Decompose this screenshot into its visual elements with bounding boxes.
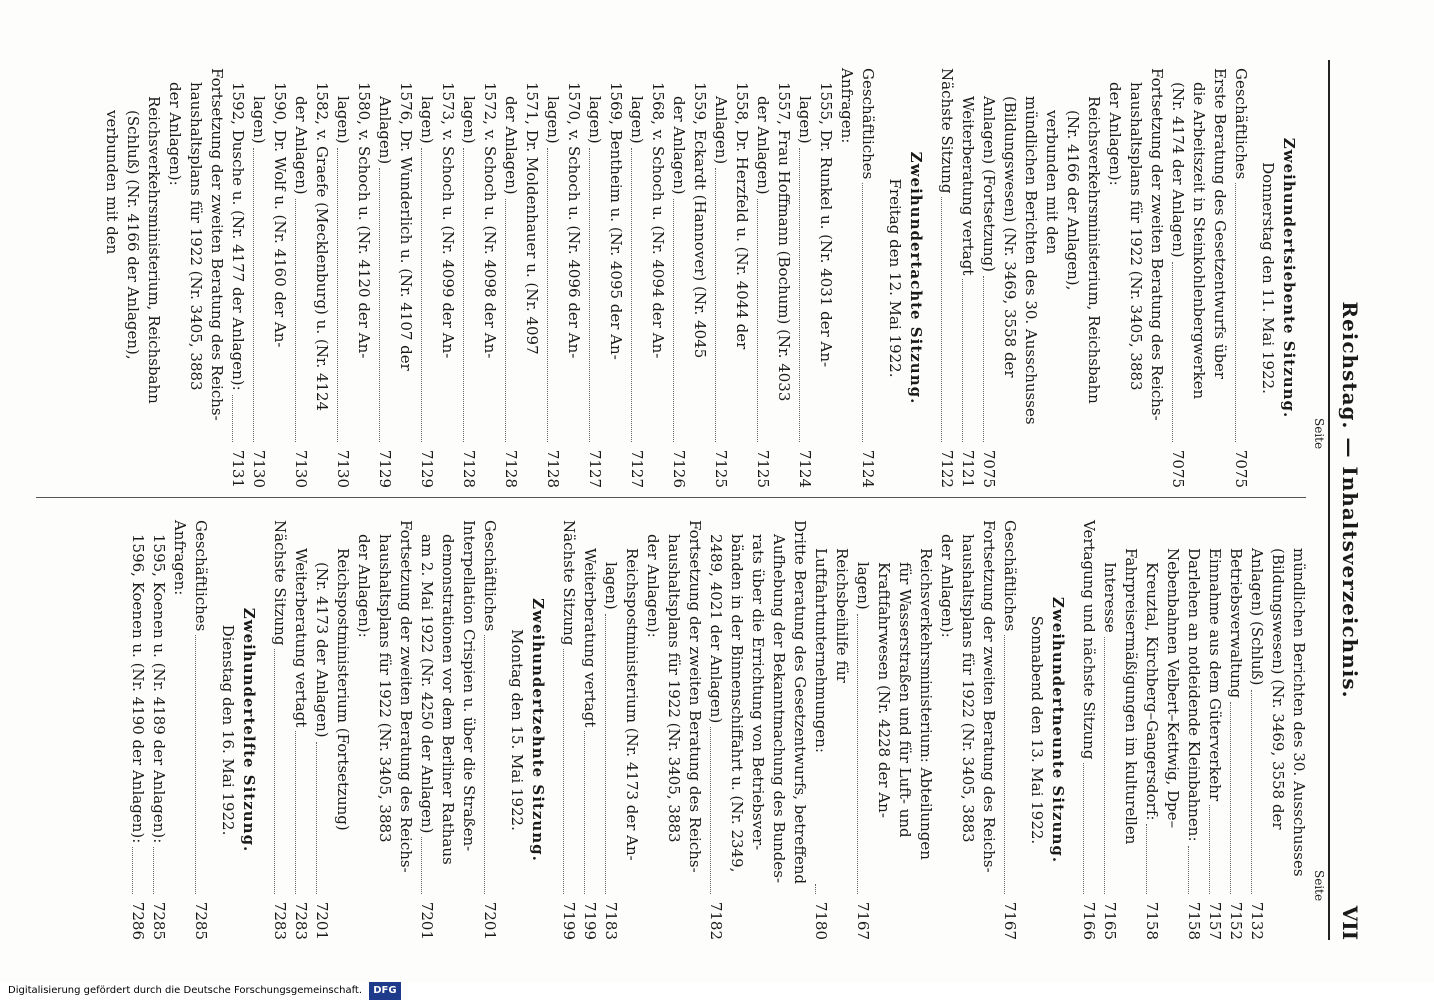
- toc-entry-text: lagen): [796, 96, 814, 144]
- toc-line: haushaltsplans für 1922 (Nr. 3405, 3883: [1127, 82, 1145, 391]
- sitting-title: Zweihundertneunte Sitzung.: [1049, 596, 1067, 864]
- sitting-date: Sonnabend den 13. Mai 1922.: [1028, 615, 1046, 845]
- toc-page-number: 7158: [1143, 901, 1161, 940]
- toc-entry: [332, 68, 353, 488]
- dot-leader: [1230, 702, 1231, 894]
- toc-page-number: 7201: [313, 901, 331, 940]
- toc-entry-text: der Anlagen): [670, 96, 688, 195]
- toc-entry-text: lagen): [250, 96, 268, 144]
- toc-entry: [1230, 68, 1251, 488]
- toc-entry-text: der Anlagen): [292, 96, 310, 195]
- toc-entry: [479, 520, 500, 940]
- toc-page-number: 7283: [271, 901, 289, 940]
- toc-line: Reichsverkehrsministerium, Reichsbahn: [1085, 96, 1103, 404]
- toc-page-number: 7157: [1206, 901, 1224, 940]
- toc-entry: [1246, 520, 1267, 940]
- toc-entry: [936, 68, 957, 488]
- dot-leader: [1004, 635, 1005, 894]
- toc-entry: [978, 68, 999, 488]
- toc-line: der Anlagen):: [644, 534, 662, 638]
- toc-entry-text: lagen): [628, 96, 646, 144]
- dot-leader: [484, 635, 485, 894]
- toc-entry: [584, 68, 605, 488]
- toc-entry: [311, 520, 332, 940]
- toc-line: Nebenbahnen Velbert–Kettwig, Dpe–: [1164, 548, 1182, 829]
- toc-entry: [374, 68, 395, 488]
- column-divider: [36, 497, 1306, 498]
- toc-entry-text: Darlehen an notleidende Kleinbahnen:: [1185, 548, 1203, 842]
- toc-entry-text: Einnahme aus dem Güterverkehr: [1206, 548, 1224, 802]
- toc-page-number: 7283: [292, 901, 310, 940]
- dot-leader: [857, 614, 858, 894]
- dot-leader: [563, 649, 564, 894]
- toc-line: der Anlagen):: [938, 534, 956, 638]
- toc-entry-text: Weiterberatung vertagt: [292, 548, 310, 728]
- sitting-title: Zweihundertelfte Sitzung.: [240, 607, 258, 853]
- dot-leader: [132, 847, 133, 894]
- toc-line: Fortsetzung der zweiten Beratung des Reichs-: [208, 68, 226, 421]
- dot-leader: [605, 614, 606, 894]
- dot-leader: [815, 884, 816, 894]
- toc-entry-text: Nächste Sitzung: [938, 68, 956, 194]
- toc-entry-text: Anlagen) (Schluß): [1248, 548, 1266, 686]
- toc-entry-text: Weiterberatung vertagt: [959, 96, 977, 276]
- toc-line: Interpellation Crispien u. über die Straßen-: [460, 520, 478, 852]
- toc-entry: [794, 68, 815, 488]
- dot-leader: [547, 148, 548, 442]
- sitting-title: Zweihundertsiebente Sitzung.: [1280, 137, 1298, 419]
- toc-entry: [1225, 520, 1246, 940]
- dot-leader: [710, 727, 711, 894]
- toc-page-number: 7166: [1080, 901, 1098, 940]
- toc-entry-text: am 2. Mai 1922 (Nr. 4250 der Anlagen): [418, 534, 436, 834]
- toc-page-number: 7127: [628, 449, 646, 488]
- dot-leader: [253, 148, 254, 442]
- toc-line: 1555, Dr. Runkel u. (Nr. 4031 der An-: [817, 82, 835, 368]
- toc-line: die Arbeitszeit in Steinkohlenbergwerken: [1190, 82, 1208, 400]
- toc-page-number: 7122: [938, 449, 956, 488]
- toc-line: Fahrpreisermäßigungen im kulturellen: [1122, 548, 1140, 845]
- toc-page-number: 7130: [292, 449, 310, 488]
- toc-line: Reichspostministerium (Nr. 4173 der An-: [623, 548, 641, 861]
- toc-entry: [269, 520, 290, 940]
- toc-entry-text: lagen): [334, 96, 352, 144]
- sitting-date: Freitag den 12. Mai 1922.: [886, 178, 904, 378]
- toc-entry-text: Weiterberatung vertagt: [581, 548, 599, 728]
- footer: [0, 982, 1434, 1000]
- sitting-date: Dienstag den 16. Mai 1922.: [219, 624, 237, 836]
- toc-page-number: 7201: [481, 901, 499, 940]
- toc-line: 1580, v. Schoch u. (Nr. 4120 der An-: [355, 82, 373, 359]
- toc-page-number: 7285: [150, 901, 168, 940]
- dot-leader: [589, 148, 590, 442]
- toc-entry: [290, 68, 311, 488]
- toc-entry: [1099, 520, 1120, 940]
- toc-line: der Anlagen):: [1106, 82, 1124, 186]
- toc-entry: [852, 520, 873, 940]
- toc-line: (Bildungswesen) (Nr. 3469, 3558 der: [1269, 548, 1287, 830]
- toc-entry: [999, 520, 1020, 940]
- toc-page-number: 7126: [670, 449, 688, 488]
- toc-entry: [857, 68, 878, 488]
- toc-entry: [668, 68, 689, 488]
- toc-page-number: 7182: [707, 901, 725, 940]
- toc-entry: [542, 68, 563, 488]
- toc-entry-text: Anlagen): [376, 96, 394, 165]
- toc-entry: [626, 68, 647, 488]
- toc-line: verbunden mit den: [103, 110, 121, 255]
- toc-line: Reichspostministerium (Fortsetzung): [334, 548, 352, 831]
- toc-page-number: 7165: [1101, 901, 1119, 940]
- toc-line: 1571, Dr. Moldenhauer u. (Nr. 4097: [523, 82, 541, 355]
- toc-line: mündlichen Berichten des 30. Ausschusses: [1022, 96, 1040, 425]
- toc-entry-text: Kreuztal, Kirchberg–Gangersdorf:: [1143, 562, 1161, 821]
- toc-entry-text: 1595, Koenen u. (Nr. 4189 der Anlagen):: [150, 534, 168, 844]
- toc-entry: [416, 520, 437, 940]
- toc-line: Anfragen:: [838, 68, 856, 144]
- toc-page-number: 7183: [602, 901, 620, 940]
- toc-entry-text: 1596, Koenen u. (Nr. 4190 der Anlagen):: [129, 534, 147, 844]
- toc-entry-text: der Anlagen): [502, 96, 520, 195]
- toc-entry-text: Anlagen): [712, 96, 730, 165]
- toc-entry: [290, 520, 311, 940]
- toc-entry-text: Betriebsverwaltung: [1227, 548, 1245, 699]
- dot-leader: [295, 199, 296, 442]
- toc-line: 1573, v. Schoch u. (Nr. 4099 der An-: [439, 82, 457, 359]
- dot-leader: [1172, 262, 1173, 442]
- dot-leader: [941, 197, 942, 442]
- toc-line: 1572, v. Schoch u. (Nr. 4098 der An-: [481, 82, 499, 359]
- toc-entry: [1078, 520, 1099, 940]
- toc-page-number: 7286: [129, 901, 147, 940]
- toc-page-number: 7124: [796, 449, 814, 488]
- dot-leader: [463, 148, 464, 442]
- toc-entry-text: 1592, Dusche u. (Nr. 4177 der Anlagen):: [229, 82, 247, 391]
- toc-line: 1559, Eckardt (Hannover) (Nr. 4045: [691, 82, 709, 359]
- toc-page-number: 7128: [502, 449, 520, 488]
- toc-entry-text: Reichsbeihilfe für Luftfahrtunternehmungen:: [812, 548, 851, 753]
- toc-line: haushaltsplans für 1922 (Nr. 3405, 3883: [187, 82, 205, 391]
- toc-line: Dritte Beratung des Gesetzentwurfs, betreffend: [791, 520, 809, 885]
- sitting-date: Montag den 15. Mai 1922.: [508, 629, 526, 831]
- dot-leader: [799, 148, 800, 442]
- page-title: Reichstag. — Inhaltsverzeichnis.: [1338, 301, 1362, 699]
- toc-entry: [1204, 520, 1225, 940]
- toc-page-number: 7128: [544, 449, 562, 488]
- dfg-logo: DFG: [369, 982, 400, 1000]
- toc-entry-text: lagen): [544, 96, 562, 144]
- toc-line: 1590, Dr. Wolf u. (Nr. 4160 der An-: [271, 82, 289, 348]
- dot-leader: [505, 199, 506, 442]
- toc-line: Reichsverkehrsministerium, Reichsbahn: [145, 96, 163, 404]
- toc-entry: [227, 68, 248, 488]
- dot-leader: [631, 148, 632, 442]
- dot-leader: [421, 148, 422, 442]
- toc-page-number: 7130: [250, 449, 268, 488]
- toc-line: für Wasserstraßen und für Luft- und: [896, 562, 914, 838]
- toc-entry: [458, 68, 479, 488]
- toc-line: verbunden mit den: [1043, 110, 1061, 255]
- sitting-title: Zweihundertzehnte Sitzung.: [529, 598, 547, 862]
- header-rule: [1328, 60, 1330, 940]
- toc-line: 1569, Bentheim u. (Nr. 4095 der An-: [607, 82, 625, 360]
- toc-line: haushaltsplans für 1922 (Nr. 3405, 3883: [959, 534, 977, 843]
- toc-entry-text: Geschäftliches: [1001, 520, 1019, 632]
- toc-entry: [810, 520, 852, 940]
- toc-entry: [1141, 520, 1162, 940]
- dot-leader: [232, 395, 233, 442]
- toc-page-number: 7158: [1185, 901, 1203, 940]
- toc-line: Fortsetzung der zweiten Beratung des Reichs-: [397, 520, 415, 873]
- toc-line: 1576, Dr. Wunderlich u. (Nr. 4107 der: [397, 82, 415, 371]
- dot-leader: [1104, 637, 1105, 894]
- toc-entry-text: (Nr. 4173 der Anlagen): [313, 562, 331, 738]
- toc-entry: [710, 68, 731, 488]
- seite-label-right: Seite: [1312, 870, 1326, 902]
- toc-line: 1557, Frau Hoffmann (Bochum) (Nr. 4033: [775, 82, 793, 402]
- toc-entry: [579, 520, 600, 940]
- toc-line: Kraftfahrwesen (Nr. 4228 der An-: [875, 562, 893, 818]
- toc-page-number: 7075: [1169, 449, 1187, 488]
- dot-leader: [316, 742, 317, 894]
- toc-entry-text: der Anlagen): [754, 96, 772, 195]
- toc-entry-text: Nächste Sitzung: [271, 520, 289, 646]
- toc-entry-text: lagen): [602, 562, 620, 610]
- dot-leader: [1251, 690, 1252, 894]
- toc-entry: [600, 520, 621, 940]
- toc-line: Fortsetzung der zweiten Beratung des Reichs-: [1148, 68, 1166, 421]
- toc-page-number: 7131: [229, 449, 247, 488]
- dot-leader: [673, 199, 674, 442]
- dot-leader: [337, 148, 338, 442]
- dot-leader: [421, 837, 422, 894]
- toc-entry-text: Geschäftliches: [192, 520, 210, 632]
- toc-line: haushaltsplans für 1922 (Nr. 3405, 3883: [665, 534, 683, 843]
- dot-leader: [757, 199, 758, 442]
- toc-line: 1568, v. Schoch u. (Nr. 4094 der An-: [649, 82, 667, 359]
- toc-line: (Schluß) (Nr. 4166 der Anlagen),: [124, 110, 142, 360]
- toc-entry: [127, 520, 148, 940]
- dot-leader: [1083, 763, 1084, 894]
- toc-entry: [248, 68, 269, 488]
- toc-line: mündlichen Berichten des 30. Ausschusses: [1290, 548, 1308, 877]
- toc-line: der Anlagen):: [166, 82, 184, 186]
- toc-page-number: 7285: [192, 901, 210, 940]
- right-column: [127, 520, 1309, 940]
- toc-entry-text: Anlagen) (Fortsetzung): [980, 96, 998, 272]
- toc-page-number: 7129: [418, 449, 436, 488]
- dot-leader: [1188, 846, 1189, 894]
- toc-line: haushaltsplans für 1922 (Nr. 3405, 3883: [376, 534, 394, 843]
- dot-leader: [1209, 805, 1210, 894]
- toc-entry-text: Vertagung und nächste Sitzung: [1080, 520, 1098, 760]
- toc-entry-text: 2489, 4021 der Anlagen): [707, 534, 725, 724]
- dot-leader: [962, 279, 963, 442]
- toc-page-number: 7075: [1232, 449, 1250, 488]
- toc-entry: [1167, 68, 1188, 488]
- toc-page-number: 7199: [560, 901, 578, 940]
- toc-line: Aufhebung der Bekanntmachung des Bundes-: [770, 534, 788, 884]
- toc-entry-text: Geschäftliches: [481, 520, 499, 632]
- sitting-title: Zweihundertachte Sitzung.: [907, 151, 925, 405]
- toc-line: demonstrationen vor dem Berliner Rathaus: [439, 534, 457, 865]
- page-number: VII: [1338, 905, 1362, 940]
- toc-entry: [148, 520, 169, 940]
- toc-line: (Bildungswesen) (Nr. 3469, 3558 der: [1001, 96, 1019, 378]
- toc-page-number: 7130: [334, 449, 352, 488]
- dot-leader: [983, 276, 984, 442]
- dot-leader: [862, 183, 863, 442]
- dot-leader: [295, 731, 296, 894]
- toc-line: rats über die Errichtung von Betriebsver-: [749, 534, 767, 851]
- toc-line: Anfragen:: [171, 520, 189, 596]
- toc-page-number: 7199: [581, 901, 599, 940]
- toc-entry: [190, 520, 211, 940]
- toc-line: der Anlagen):: [355, 534, 373, 638]
- page-header: [1332, 60, 1362, 940]
- toc-entry-text: lagen): [418, 96, 436, 144]
- dot-leader: [1235, 183, 1236, 442]
- toc-page-number: 7124: [859, 449, 877, 488]
- left-column: [101, 68, 1309, 488]
- toc-entry-text: Geschäftliches: [859, 68, 877, 180]
- toc-page-number: 7125: [754, 449, 772, 488]
- toc-line: bänden in der Binnenschiffahrt u. (Nr. 2349,: [728, 534, 746, 873]
- toc-page-number: 7152: [1227, 901, 1245, 940]
- dot-leader: [274, 649, 275, 894]
- toc-entry-text: lagen): [460, 96, 478, 144]
- footer-text: Digitalisierung gefördert durch die Deutsche Forschungsgemeinschaft.: [8, 985, 363, 996]
- toc-entry-text: Interesse: [1101, 562, 1119, 633]
- toc-page-number: 7121: [959, 449, 977, 488]
- dot-leader: [379, 168, 380, 442]
- toc-entry: [705, 520, 726, 940]
- toc-page-number: 7180: [812, 901, 830, 940]
- dot-leader: [584, 731, 585, 894]
- toc-entry-text: lagen): [854, 562, 872, 610]
- toc-entry: [957, 68, 978, 488]
- toc-line: Fortsetzung der zweiten Beratung des Reichs-: [686, 520, 704, 873]
- toc-page-number: 7129: [376, 449, 394, 488]
- toc-entry: [752, 68, 773, 488]
- dot-leader: [1146, 824, 1147, 894]
- toc-entry: [558, 520, 579, 940]
- toc-line: Reichsverkehrsministerium: Abteilungen: [917, 548, 935, 860]
- toc-page-number: 7125: [712, 449, 730, 488]
- toc-page-number: 7128: [460, 449, 478, 488]
- toc-line: (Nr. 4166 der Anlagen),: [1064, 110, 1082, 291]
- toc-line: 1570, v. Schoch u. (Nr. 4096 der An-: [565, 82, 583, 359]
- toc-page-number: 7201: [418, 901, 436, 940]
- toc-line: Fortsetzung der zweiten Beratung des Reichs-: [980, 520, 998, 873]
- toc-page-number: 7167: [1001, 901, 1019, 940]
- toc-line: 1558, Dr. Herzfeld u. (Nr. 4044 der: [733, 82, 751, 350]
- toc-entry-text: lagen): [586, 96, 604, 144]
- toc-line: Erste Beratung des Gesetzentwurfs über: [1211, 68, 1229, 380]
- toc-entry: [416, 68, 437, 488]
- toc-entry-text: Geschäftliches: [1232, 68, 1250, 180]
- toc-page-number: 7127: [586, 449, 604, 488]
- toc-entry-text: Nächste Sitzung: [560, 520, 578, 646]
- dot-leader: [715, 168, 716, 442]
- toc-page-number: 7167: [854, 901, 872, 940]
- toc-entry-text: (Nr. 4174 der Anlagen): [1169, 82, 1187, 258]
- dot-leader: [153, 847, 154, 894]
- toc-page-number: 7132: [1248, 901, 1266, 940]
- seite-label-left: Seite: [1312, 418, 1326, 450]
- sitting-date: Donnerstag den 11. Mai 1922.: [1259, 162, 1277, 394]
- toc-entry: [1183, 520, 1204, 940]
- dot-leader: [195, 635, 196, 894]
- toc-line: 1582, v. Graefe (Mecklenburg) u. (Nr. 4124: [313, 82, 331, 412]
- toc-page-number: 7075: [980, 449, 998, 488]
- toc-entry: [500, 68, 521, 488]
